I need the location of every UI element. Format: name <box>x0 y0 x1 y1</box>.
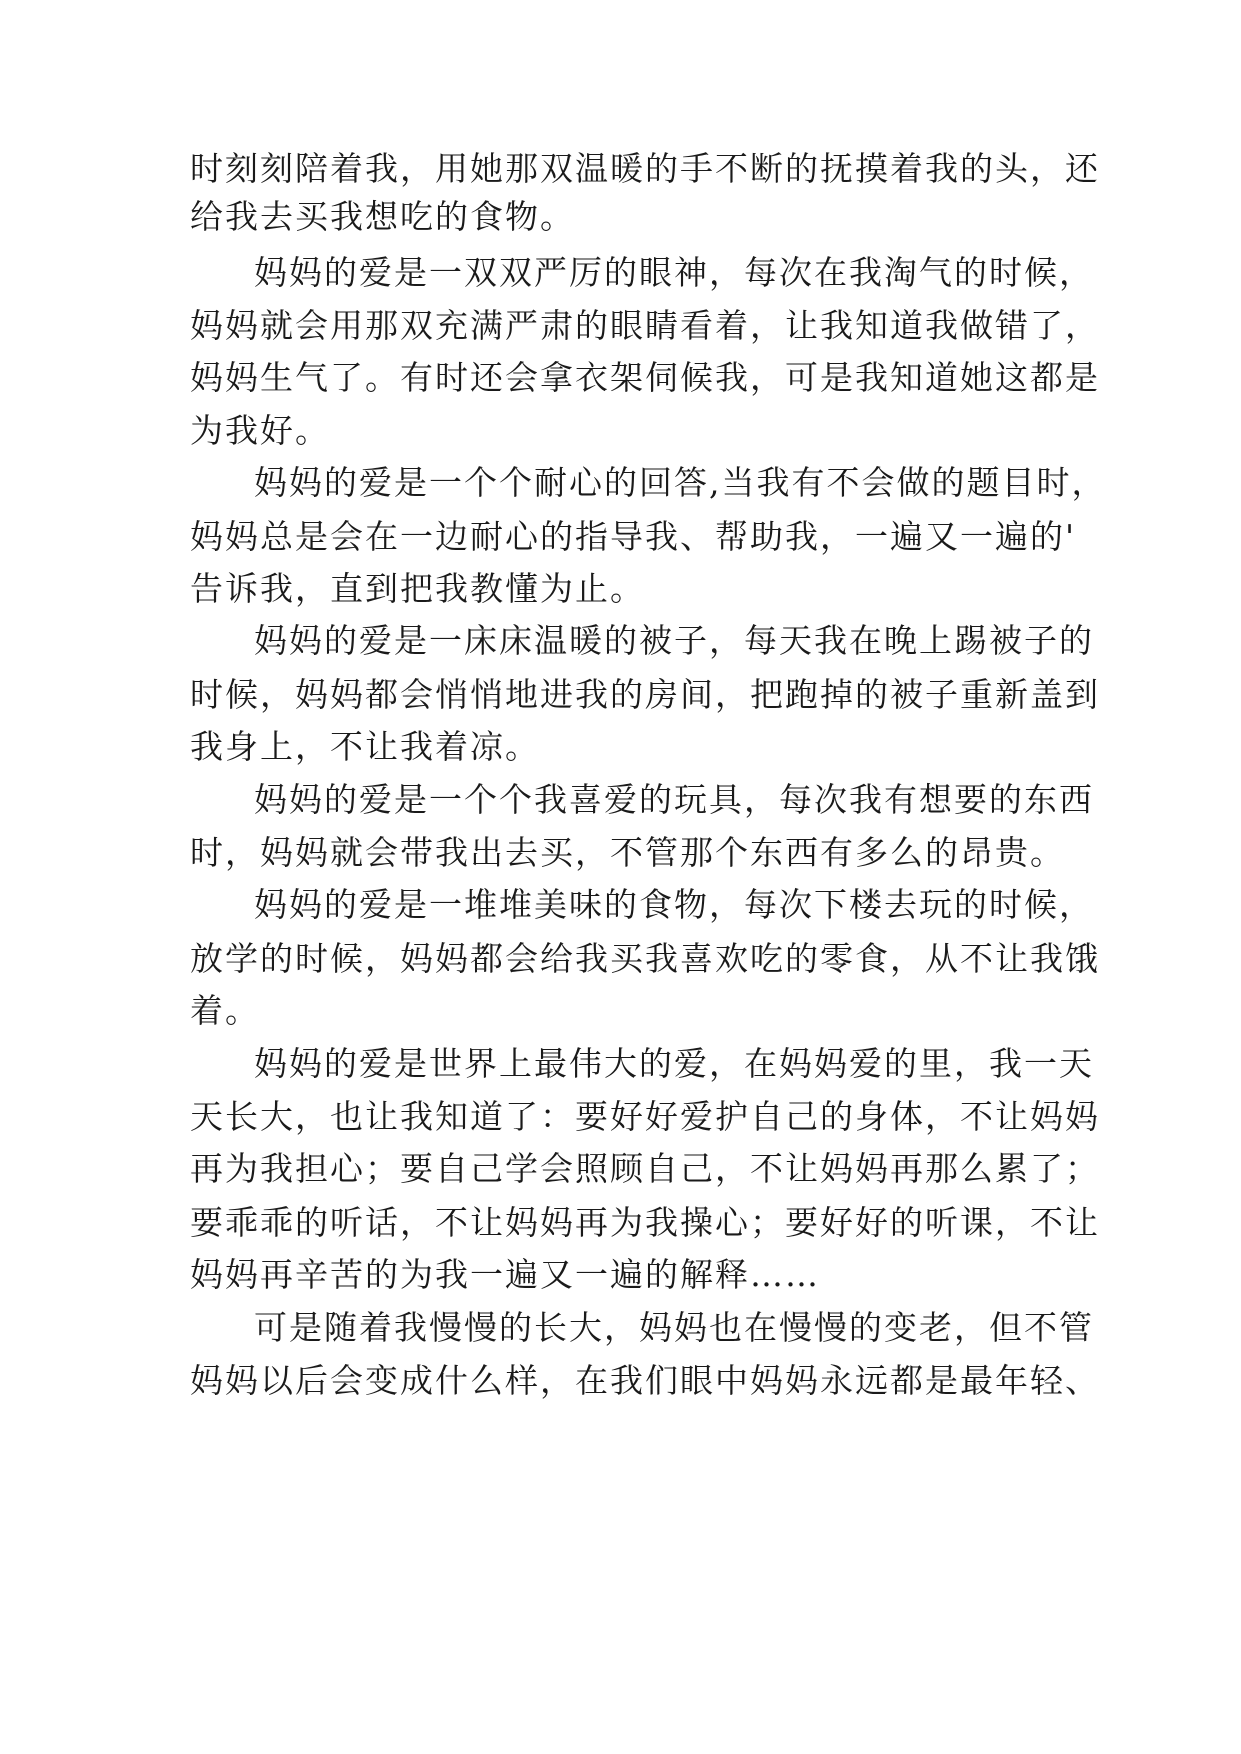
text-line: 妈妈总是会在一边耐心的指导我、帮助我，一遍又一遍的' <box>190 517 1077 556</box>
paragraph-start-line: 妈妈的爱是一双双严厉的眼神，每次在我淘气的时候， <box>254 253 1094 292</box>
paragraph-start-line: 妈妈的爱是一个个耐心的回答,当我有不会做的题目时， <box>254 463 1107 502</box>
text-line: 妈妈再辛苦的为我一遍又一遍的解释…… <box>190 1255 820 1294</box>
text-line: 放学的时候，妈妈都会给我买我喜欢吃的零食，从不让我饿 <box>190 939 1100 978</box>
text-line: 天长大，也让我知道了：要好好爱护自己的身体，不让妈妈 <box>190 1097 1100 1136</box>
text-line: 着。 <box>190 991 260 1030</box>
text-line: 妈妈就会用那双充满严肃的眼睛看着，让我知道我做错了， <box>190 306 1100 345</box>
text-line: 时，妈妈就会带我出去买，不管那个东西有多么的昂贵。 <box>190 833 1065 872</box>
text-line: 再为我担心；要自己学会照顾自己，不让妈妈再那么累了； <box>190 1149 1100 1188</box>
text-line: 妈妈以后会变成什么样，在我们眼中妈妈永远都是最年轻、 <box>190 1361 1100 1400</box>
paragraph-start-line: 可是随着我慢慢的长大，妈妈也在慢慢的变老，但不管 <box>254 1308 1094 1347</box>
text-line: 告诉我，直到把我教懂为止。 <box>190 569 645 608</box>
paragraph-start-line: 妈妈的爱是一堆堆美味的食物，每次下楼去玩的时候， <box>254 885 1094 924</box>
text-line: 妈妈生气了。有时还会拿衣架伺候我，可是我知道她这都是 <box>190 358 1100 397</box>
text-line: 为我好。 <box>190 411 330 450</box>
text-line: 时刻刻陪着我，用她那双温暖的手不断的抚摸着我的头，还 <box>190 149 1100 188</box>
paragraph-start-line: 妈妈的爱是一个个我喜爱的玩具，每次我有想要的东西 <box>254 780 1094 819</box>
text-line: 时候，妈妈都会悄悄地进我的房间，把跑掉的被子重新盖到 <box>190 675 1100 714</box>
paragraph-start-line: 妈妈的爱是世界上最伟大的爱，在妈妈爱的里，我一天 <box>254 1044 1094 1083</box>
text-line: 要乖乖的听话，不让妈妈再为我操心；要好好的听课，不让 <box>190 1203 1100 1242</box>
paragraph-start-line: 妈妈的爱是一床床温暖的被子，每天我在晚上踢被子的 <box>254 621 1094 660</box>
text-line: 我身上，不让我着凉。 <box>190 727 540 766</box>
text-line: 给我去买我想吃的食物。 <box>190 197 575 236</box>
